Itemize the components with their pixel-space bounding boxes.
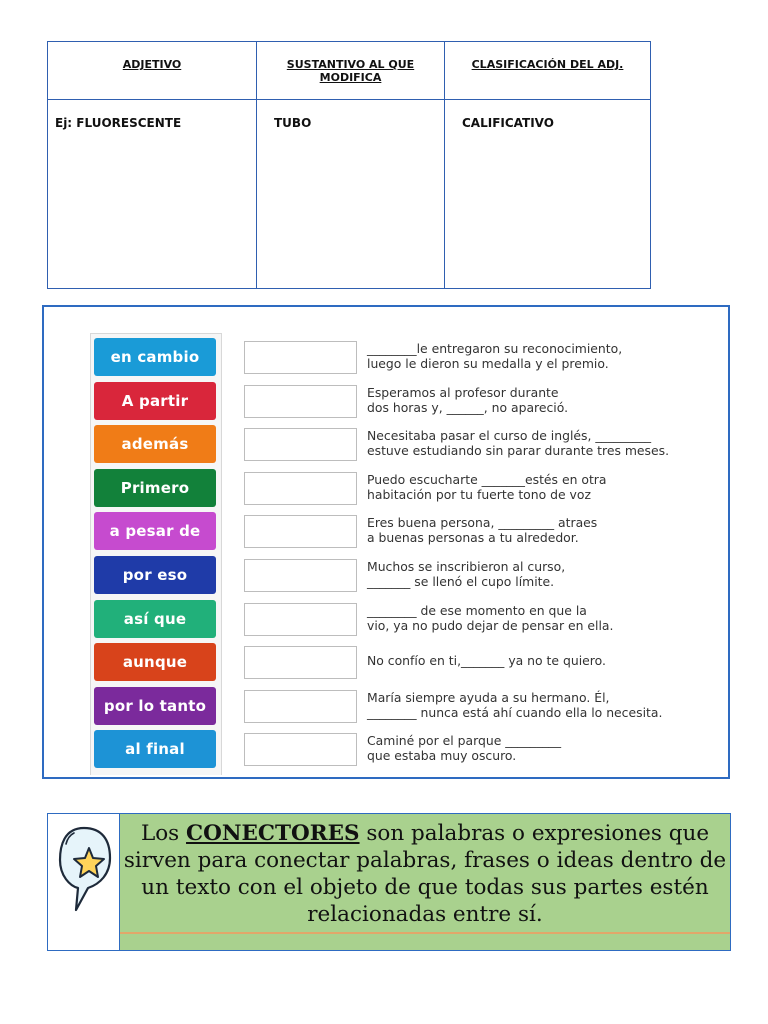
definition-text <box>120 820 730 928</box>
exercise-sentence: Eres buena persona, _________ atraes a buenas personas a tu alrededor. <box>367 515 598 546</box>
exercise-sentence: No confío en ti,_______ ya no te quiero. <box>367 653 606 669</box>
answer-box[interactable] <box>244 341 357 374</box>
exercise-sentence: Esperamos al profesor durante dos horas y, ______, no apareció. <box>367 384 569 415</box>
answer-box[interactable] <box>244 515 357 548</box>
exercise-sentence: ________le entregaron su reconocimiento, luego le dieron su medalla y el premio. <box>367 341 623 371</box>
exercise-sentence: María siempre ayuda a su hermano. Él, ________ nunca está ahí cuando ella lo necesita. <box>367 689 663 720</box>
connector-pill[interactable]: Primero <box>94 469 216 507</box>
connector-pill[interactable]: a pesar de <box>94 512 216 550</box>
header-clasificacion: CLASIFICACIÓN DEL ADJ. <box>445 42 651 100</box>
header-sustantivo: SUSTANTIVO AL QUE MODIFICA <box>257 42 445 100</box>
cell-example-adjetivo: Ej: FLUORESCENTE <box>48 100 257 289</box>
connector-pill[interactable]: A partir <box>94 382 216 420</box>
cell-example-sustantivo: TUBO <box>257 100 445 289</box>
definition-text-cell <box>120 814 730 934</box>
answer-box[interactable] <box>244 385 357 418</box>
definition-keyword: CONECTORES <box>186 821 360 846</box>
answer-box[interactable] <box>244 733 357 766</box>
exercise-sentence: Necesitaba pasar el curso de inglés, _________ estuve estudiando sin parar durante tres meses. <box>367 428 670 459</box>
definition-rest: son palabras o expresiones que sirven para conectar palabras, frases o ideas dentro de un texto con el objeto de que todas sus partes estén relacionadas entre sí. <box>123 821 727 927</box>
connector-exercise <box>42 305 730 779</box>
answer-box[interactable] <box>244 559 357 592</box>
star-balloon-icon <box>48 814 120 950</box>
exercise-sentence: Caminé por el parque _________ que estaba muy oscuro. <box>367 733 562 764</box>
connector-pill[interactable]: al final <box>94 730 216 768</box>
connector-pill[interactable]: así que <box>94 600 216 638</box>
header-adjetivo: ADJETIVO <box>48 42 257 100</box>
connector-pill[interactable]: aunque <box>94 643 216 681</box>
exercise-sentence: ________ de ese momento en que la vio, ya no pudo dejar de pensar en ella. <box>367 602 614 633</box>
cell-example-clasificacion: CALIFICATIVO <box>445 100 651 289</box>
adjective-table <box>47 41 651 289</box>
connector-pill[interactable]: por lo tanto <box>94 687 216 725</box>
exercise-sentence: Puedo escucharte _______estés en otra habitación por tu fuerte tono de voz <box>367 471 607 502</box>
definition-green-bottom <box>120 934 730 950</box>
connector-pill[interactable]: en cambio <box>94 338 216 376</box>
answer-box[interactable] <box>244 603 357 636</box>
table-header-row <box>48 42 651 100</box>
definition-icon-cell <box>48 814 120 950</box>
answer-box[interactable] <box>244 428 357 461</box>
connector-pill[interactable]: por eso <box>94 556 216 594</box>
answer-box[interactable] <box>244 690 357 723</box>
answer-box[interactable] <box>244 646 357 679</box>
answer-box[interactable] <box>244 472 357 505</box>
exercise-sentence: Muchos se inscribieron al curso, _______ se llenó el cupo límite. <box>367 559 566 589</box>
definition-box <box>47 813 731 951</box>
definition-prefix: Los <box>140 821 187 846</box>
table-row <box>48 100 651 289</box>
connector-pill[interactable]: además <box>94 425 216 463</box>
